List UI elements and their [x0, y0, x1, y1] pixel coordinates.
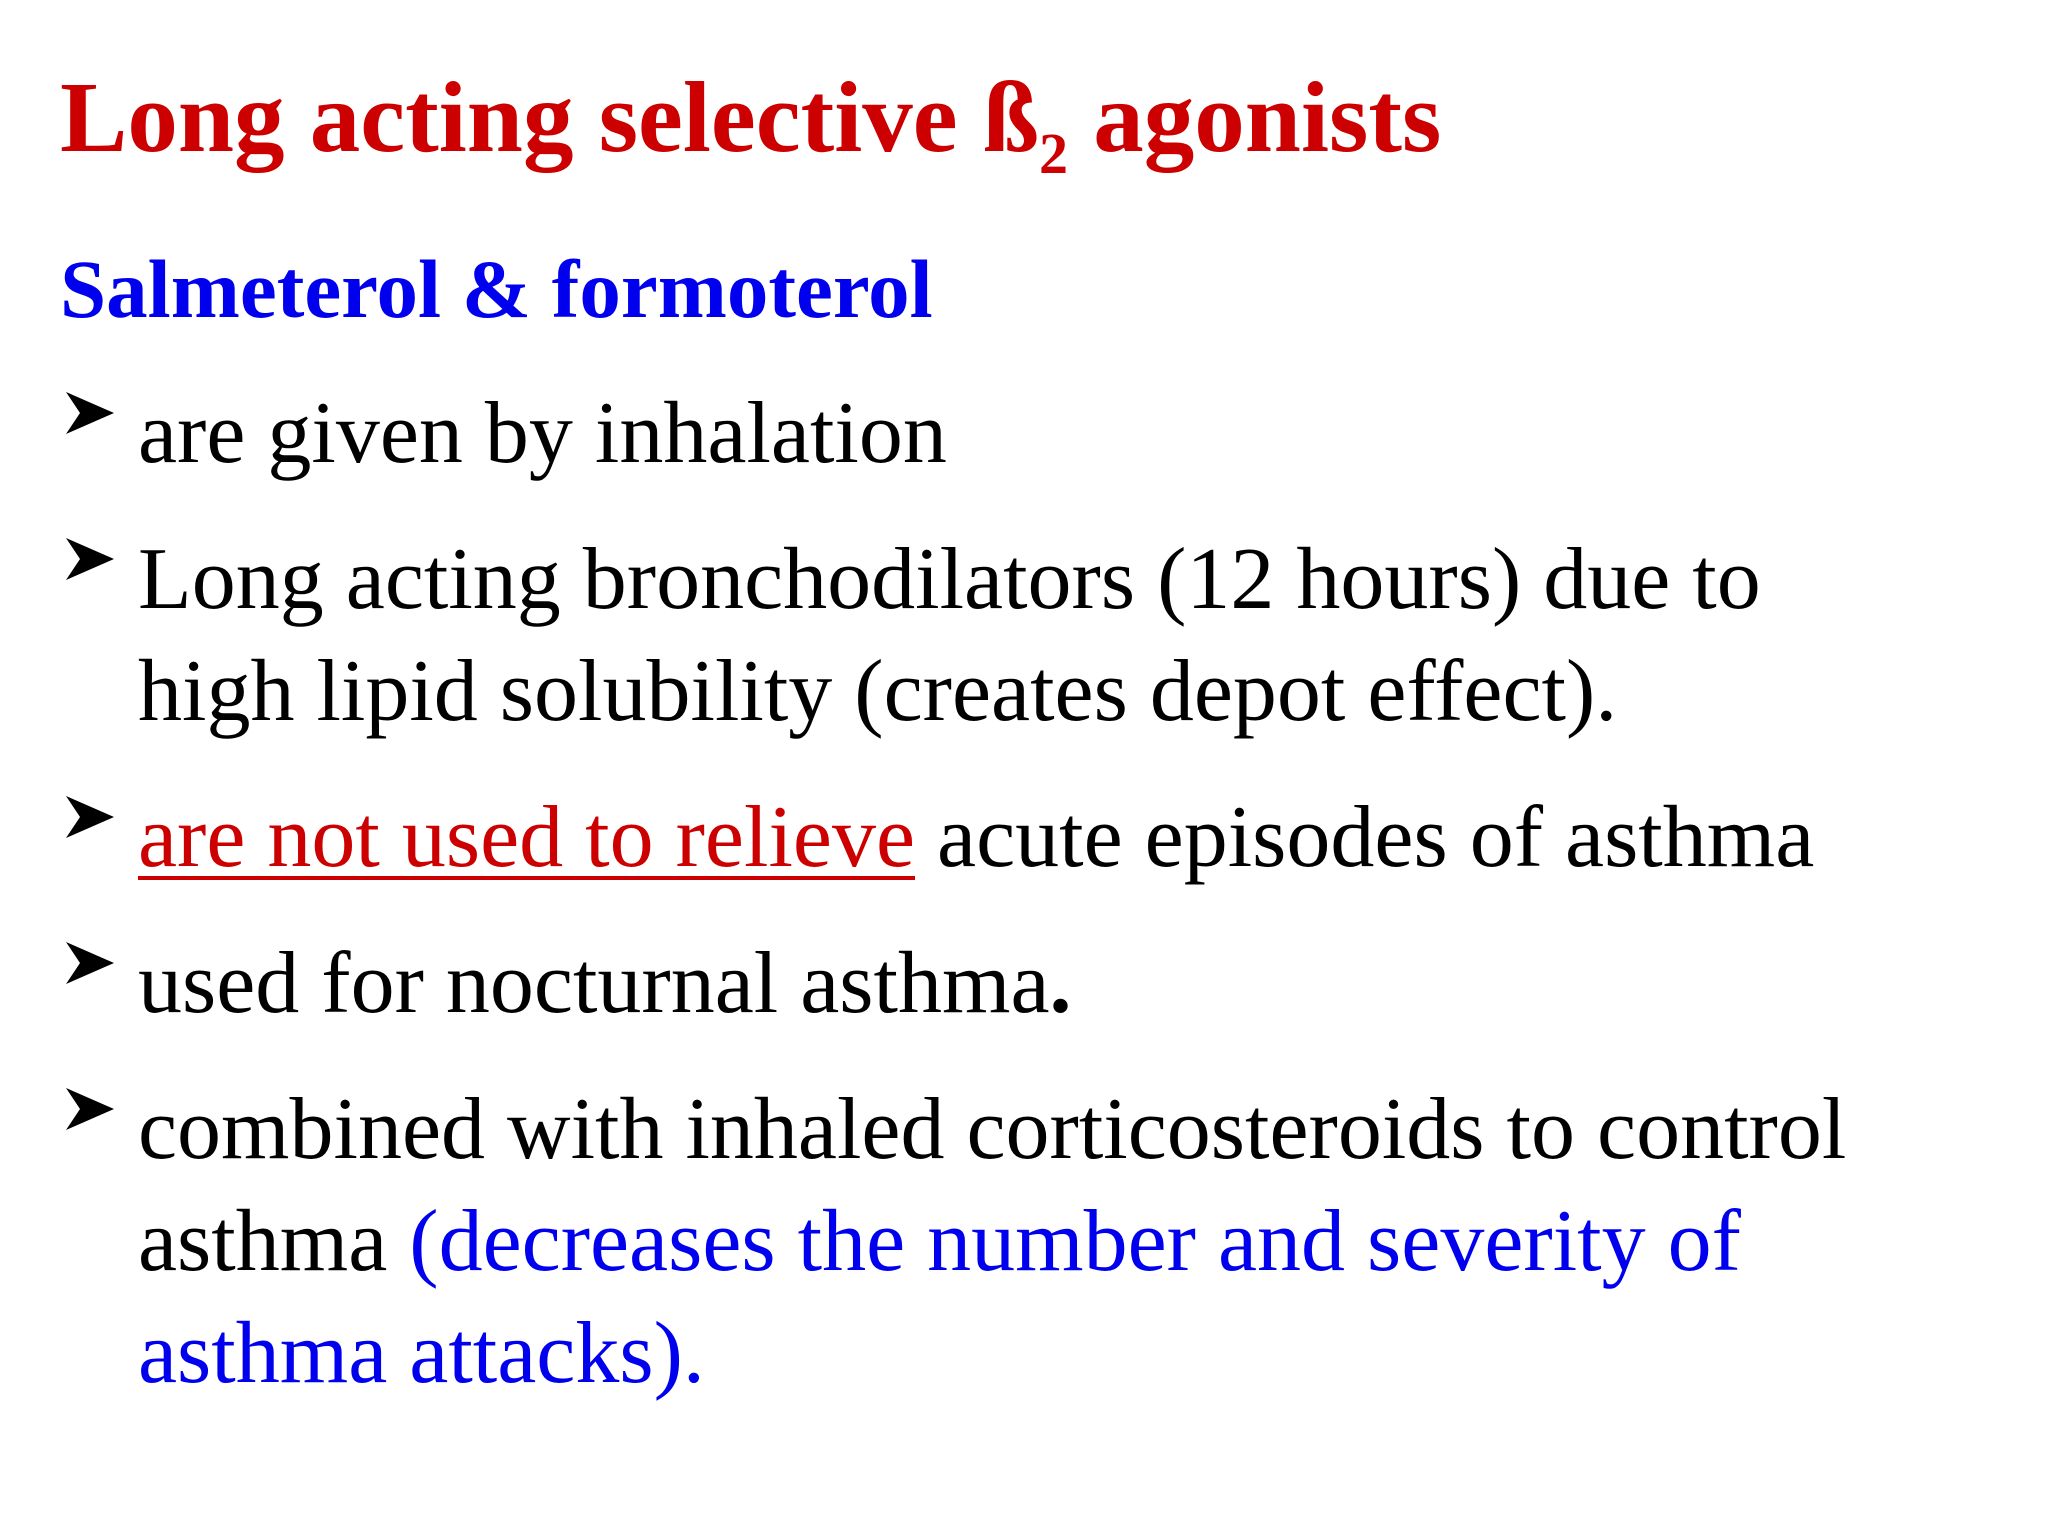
bullet-text-line-3: asthma attacks).: [138, 1305, 705, 1402]
bullet-text-main: used for nocturnal asthma: [138, 935, 1050, 1032]
bullet-text-end: .: [1049, 935, 1072, 1032]
bullet-text-line-2: high lipid solubility (creates depot effect).: [138, 643, 1618, 740]
bullet-item-4: [60, 928, 2020, 1040]
emphasis-underlined: are not used to relieve: [138, 789, 916, 886]
slide-title: [60, 61, 1442, 186]
bullet-text: [138, 782, 2018, 894]
bullet-text: are given by inhalation: [138, 385, 947, 482]
bullet-item-2: [60, 524, 2020, 748]
bullet-text-line-2: [138, 1186, 2018, 1298]
arrowhead-bullet-icon: [60, 524, 120, 636]
bullet-text: [138, 928, 2018, 1040]
bullet-text-black: asthma: [138, 1193, 410, 1290]
bullet-text-line-1: combined with inhaled corticosteroids to control: [138, 1081, 1847, 1178]
arrowhead-bullet-icon: [60, 378, 120, 490]
bullet-text-rest: acute episodes of asthma: [915, 789, 1815, 886]
title-rest: agonists: [1068, 61, 1442, 173]
bullet-text-line-1: Long acting bronchodilators (12 hours) due to: [138, 531, 1761, 628]
bullet-item-1: [60, 378, 2020, 490]
arrowhead-bullet-icon: [60, 782, 120, 894]
bullet-item-5: [60, 1074, 2020, 1410]
slide-subtitle: Salmeterol & formoterol: [60, 243, 933, 335]
arrowhead-bullet-icon: [60, 1074, 120, 1186]
arrowhead-bullet-icon: [60, 928, 120, 1040]
title-main: Long acting selective ß: [60, 61, 1040, 173]
title-subscript: 2: [1039, 121, 1069, 186]
bullet-item-3: [60, 782, 2020, 894]
bullet-note-blue: (decreases the number and severity of: [409, 1193, 1741, 1290]
